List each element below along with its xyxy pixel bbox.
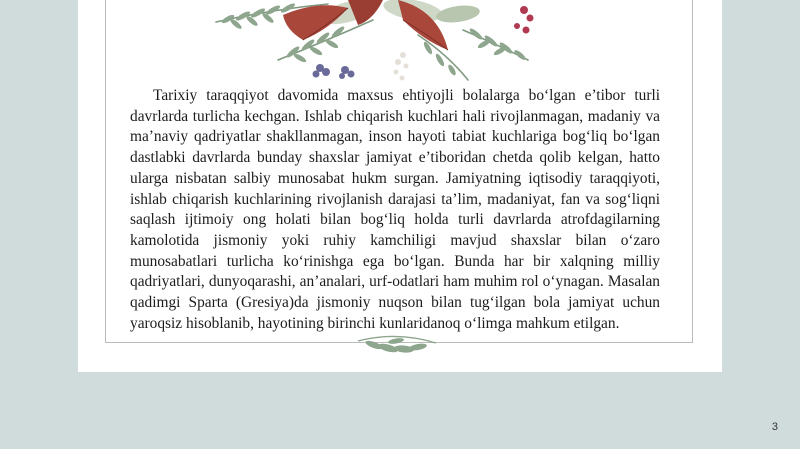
slide-card — [78, 0, 722, 372]
leaf-sprig-icon — [356, 333, 438, 359]
page-number: 3 — [771, 421, 778, 433]
body-paragraph: Tarixiy taraqqiyot davomida maxsus ehtiyojli bolalarga bo‘lgan e’tibor turli davrlarda turlicha kechgan. Ishlab chiqarish kuchlari hali rivojlanmagan, madaniy va ma’naviy qadriyatlar shakllanmagan, inson hayoti tabiat kuchlariga bog‘liq bo‘lgan dastlabki davrlarda bunday shaxslar jamiyat e’tiboridan chetda qolib kelgan, hatto ularga nisbatan salbiy munosabat hukm surgan. Jamiyatning iqtisodiy taraqqiyoti, ishlab chiqarish kuchlarining rivojlanish darajasi ta’lim, madaniyat, fan va sog‘liqni saqlash ijtimoiy ong holati bilan bog‘liq holda turli davrlarda atrofdagilarning kamolotida jismoniy yoki ruhiy kamchiligi mavjud shaxslar bilan o‘zaro munosabatlari turlicha ko‘rinishga ega bo‘lgan. Bunda har bir xalqning milliy qadriyatlari, dunyoqarashi, an’analari, urf-odatlari ham muhim rol o‘ynagan. Masalan qadimgi Sparta (Gresiya)da jismoniy nuqson bilan tug‘ilgan bola jamiyat uchun yaroqsiz hisoblanib, hayotining birinchi kunlaridanoq o‘limga mahkum etilgan. — [130, 87, 660, 332]
